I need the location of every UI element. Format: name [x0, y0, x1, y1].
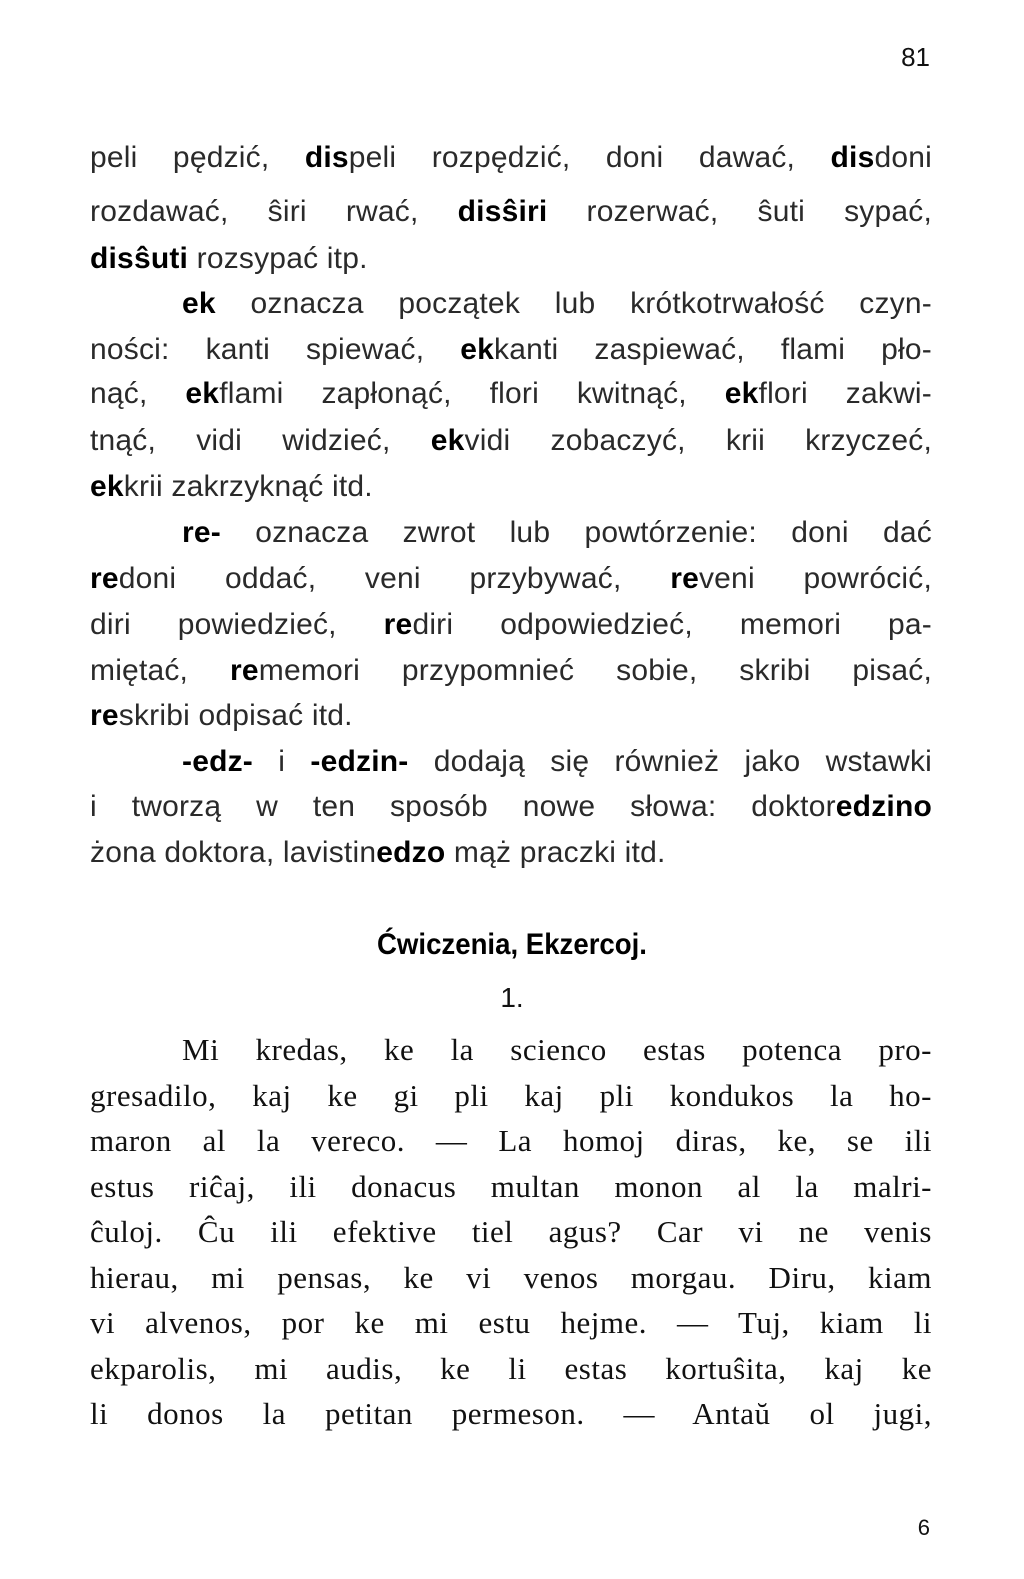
emphasized-affix: ek: [724, 377, 759, 410]
emphasized-affix: re: [670, 562, 699, 595]
text-line: [90, 649, 932, 693]
text-line: [90, 237, 932, 281]
text-segment: i tworzą w ten sposób nowe słowa: doktor: [90, 790, 836, 823]
text-segment: ności: kanti spiewać,: [90, 333, 461, 366]
text-segment: doni oddać, veni przybywać,: [118, 562, 671, 595]
text-line: [182, 282, 932, 326]
emphasized-affix: dis: [304, 141, 349, 174]
exercise-number: 1.: [500, 982, 524, 1013]
emphasized-affix: disŝuti: [90, 242, 189, 275]
text-segment: dodają się również jako wstawki: [408, 745, 933, 778]
emphasized-affix: ek: [182, 287, 216, 320]
emphasized-affix: -edz-: [182, 745, 253, 778]
emphasized-affix: re: [230, 654, 259, 687]
text-segment: oznacza zwrot lub powtórzenie: doni dać: [220, 516, 932, 549]
text-line: [90, 694, 932, 738]
text-line: [90, 603, 932, 647]
text-segment: nąć,: [90, 377, 186, 410]
text-segment: krii zakrzyknąć itd.: [123, 470, 373, 503]
emphasized-affix: dis: [830, 141, 875, 174]
text-line: [90, 831, 932, 875]
text-segment: rozsypać itp.: [188, 242, 368, 275]
section-heading: Ćwiczenia, Ekzercoj.: [377, 928, 647, 961]
emphasized-affix: re-: [182, 516, 221, 549]
emphasized-affix: edzino: [835, 790, 932, 823]
emphasized-affix: ek: [460, 333, 495, 366]
text-line: [90, 190, 932, 234]
text-segment: mąż praczki itd.: [445, 836, 666, 869]
exercise-line: gresadilo, kaj ke gi pli kaj pli kondukos la ho-: [90, 1078, 932, 1113]
text-segment: tnąć, vidi widzieć,: [90, 424, 431, 457]
text-line: [90, 419, 932, 463]
signature-mark: 6: [917, 1515, 930, 1540]
exercise-line: ekparolis, mi audis, ke li estas kortuŝita, kaj ke: [90, 1351, 932, 1386]
exercise-line: vi alvenos, por ke mi estu hejme. — Tuj, kiam li: [90, 1305, 932, 1340]
emphasized-affix: disŝiri: [457, 195, 548, 228]
exercise-line: estus riĉaj, ili donacus multan monon al la malri-: [90, 1169, 932, 1204]
text-segment: peli pędzić,: [90, 141, 305, 174]
exercise-line: li donos la petitan permeson. — Antaŭ ol jugi,: [90, 1396, 932, 1431]
text-line: [90, 785, 932, 829]
text-line: [182, 740, 932, 784]
text-segment: diri powiedzieć,: [90, 608, 384, 641]
text-segment: kanti zaspiewać, flami pło-: [494, 333, 932, 366]
emphasized-affix: re: [90, 562, 119, 595]
text-segment: rozerwać, ŝuti sypać,: [547, 195, 932, 228]
emphasized-affix: re: [383, 608, 413, 641]
text-line: [90, 557, 932, 601]
text-line: [90, 136, 932, 180]
exercise-line: maron al la vereco. — La homoj diras, ke, se ili: [90, 1123, 932, 1158]
text-line: [90, 465, 932, 509]
text-segment: memori przypomnieć sobie, skribi pisać,: [258, 654, 932, 687]
exercise-line: hierau, mi pensas, ke vi venos morgau. Diru, kiam: [90, 1260, 932, 1295]
text-segment: skribi odpisać itd.: [118, 699, 353, 732]
page-number: 81: [901, 42, 930, 72]
text-segment: żona doktora, lavistin: [90, 836, 377, 869]
text-segment: i: [253, 745, 311, 778]
emphasized-affix: -edzin-: [310, 745, 409, 778]
text-segment: rozdawać, ŝiri rwać,: [90, 195, 458, 228]
exercise-line: ĉuloj. Ĉu ili efektive tiel agus? Car vi ne venis: [90, 1214, 932, 1249]
text-segment: diri odpowiedzieć, memori pa-: [412, 608, 932, 641]
text-line: [90, 372, 932, 416]
text-segment: vidi zobaczyć, krii krzyczeć,: [464, 424, 932, 457]
text-segment: oznacza początek lub krótkotrwałość czyn-: [215, 287, 932, 320]
emphasized-affix: re: [90, 699, 119, 732]
text-segment: miętać,: [90, 654, 231, 687]
text-segment: doni: [874, 141, 932, 174]
exercise-line: Mi kredas, ke la scienco estas potenca pro-: [182, 1032, 932, 1067]
text-line: [90, 328, 932, 372]
emphasized-affix: edzo: [376, 836, 446, 869]
text-segment: flori zakwi-: [758, 377, 932, 410]
emphasized-affix: ek: [185, 377, 220, 410]
text-line: [182, 511, 932, 555]
text-segment: flami zapłonąć, flori kwitnąć,: [219, 377, 725, 410]
emphasized-affix: ek: [90, 470, 124, 503]
text-segment: peli rozpędzić, doni dawać,: [348, 141, 831, 174]
text-segment: veni powrócić,: [698, 562, 932, 595]
emphasized-affix: ek: [430, 424, 465, 457]
